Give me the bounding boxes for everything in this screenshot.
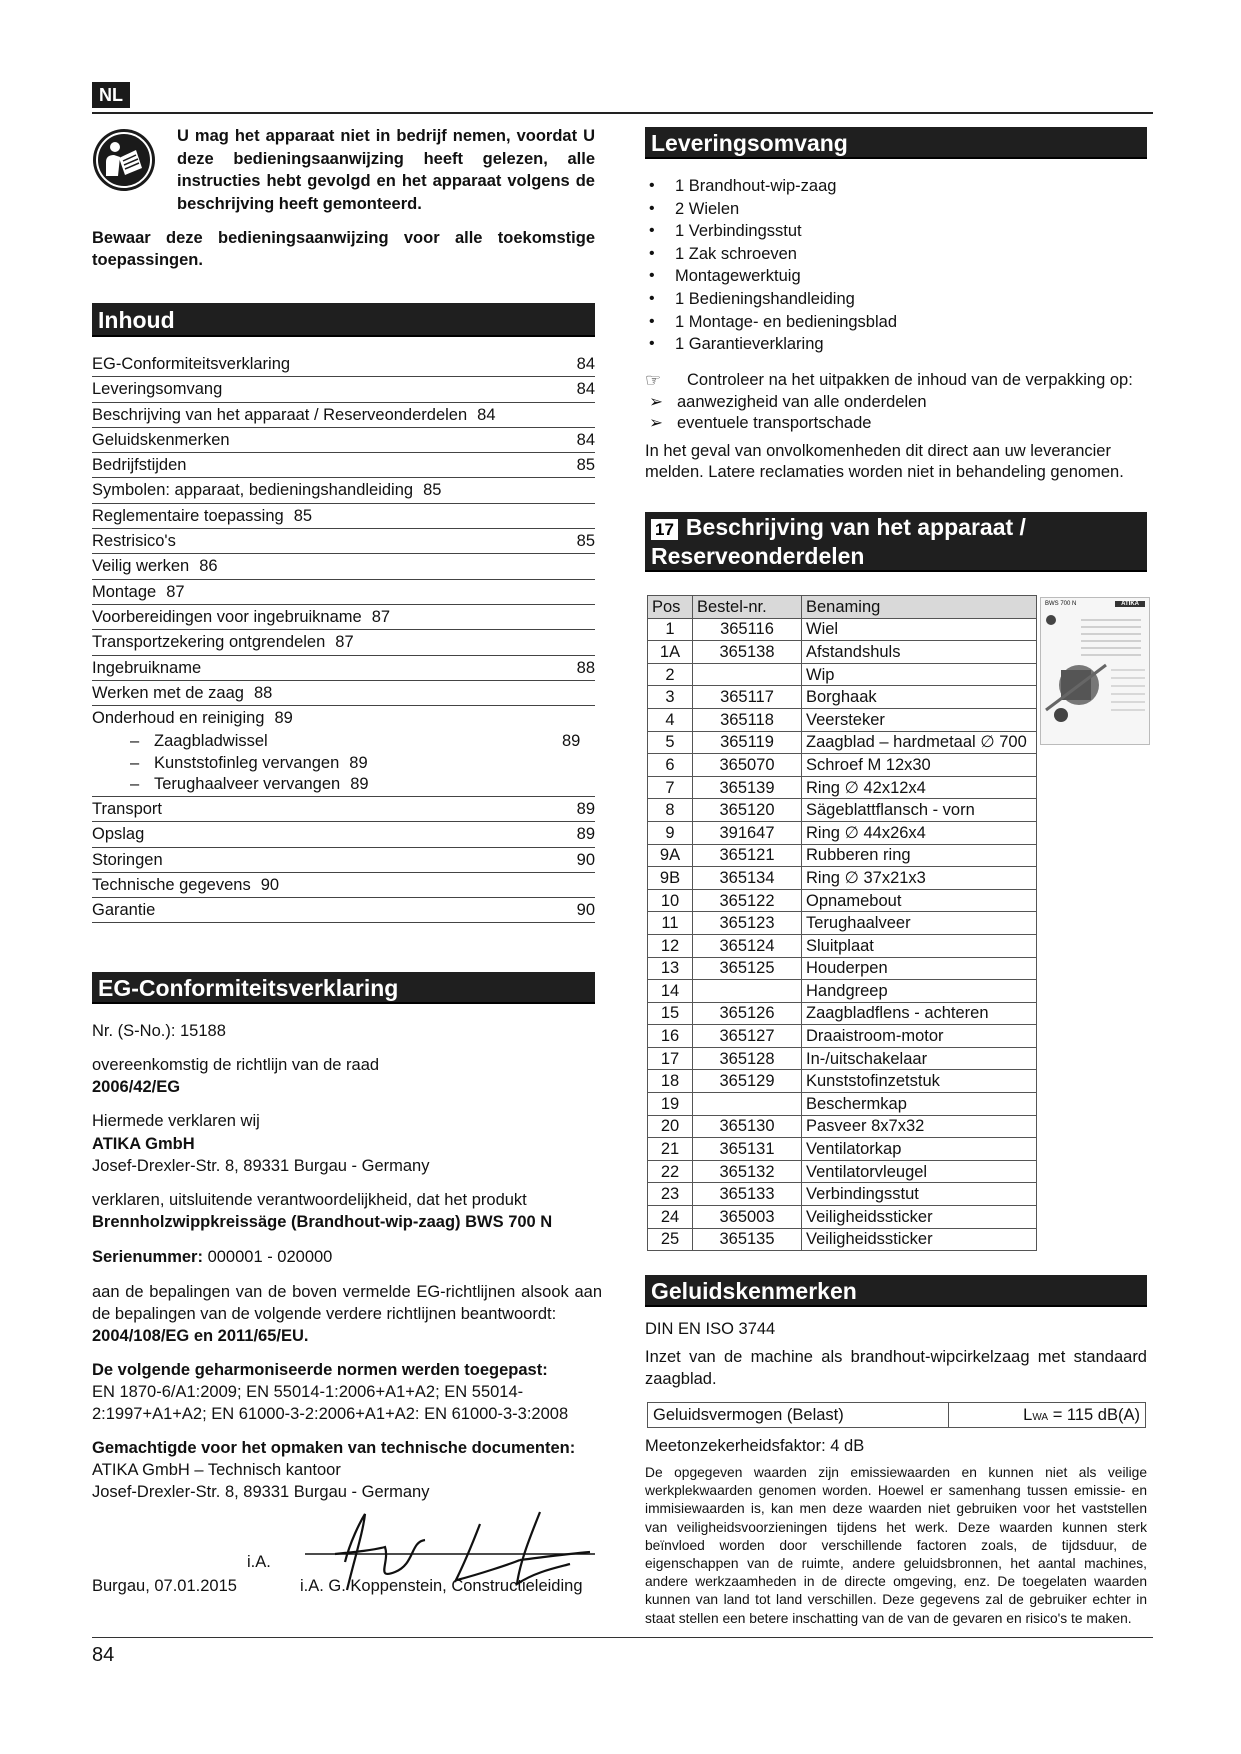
delivery-item: • 1 Verbindingsstut [645,220,1145,243]
signatory: i.A. G. Koppenstein, Constructieleiding [300,1577,583,1595]
table-row [648,1115,1037,1138]
toc-item-label: Veilig werken [92,557,190,576]
part-order-nr: 365138 [693,641,802,664]
toc-item[interactable] [92,681,595,706]
part-order-nr: 365125 [693,957,802,980]
part-order-nr: 365134 [693,867,802,890]
toc-item[interactable] [92,453,595,478]
table-row [648,1025,1037,1048]
toc-group-maintenance [92,706,595,797]
part-order-nr: 365130 [693,1115,802,1138]
toc-item[interactable] [92,822,595,847]
part-order-nr [693,663,802,686]
part-order-nr: 365128 [693,1047,802,1070]
toc-item-page: 88 [576,658,595,677]
part-pos: 8 [648,799,693,822]
toc-item-label: Opslag [92,825,145,844]
parts-title-line1: Beschrijving van het apparaat / [685,514,1026,540]
toc-item-label: Technische gegevens [92,875,251,894]
toc-item[interactable] [92,529,595,554]
part-order-nr: 365122 [693,889,802,912]
part-order-nr: 365126 [693,1002,802,1025]
eg-serial-value: 000001 - 020000 [207,1248,333,1266]
parts-title-line2: Reserveonderdelen [651,543,865,569]
delivery-item: • Montagewerktuig [645,265,1145,288]
table-row [648,1160,1037,1183]
part-pos: 16 [648,1025,693,1048]
table-row [648,1093,1037,1116]
noise-disclaimer: De opgegeven waarden zijn emissiewaarden en kunnen niet als veilige werkplekwaarden genomen worden. Hoewel er samenhang tussen emissie- en immisiewaarden is, kan men deze waarden niet gebruiken voor het vaststellen van veiligheidsvoorzieningen tijdens het werk. Deze waarden kunnen sterk beïnvloed worden door verschillende factoren zoals, de tijdsduur, de eigenschappen van de ruimte, andere geluidsbronnen, het aantal machines, andere werkzaamheden in de directe omgeving, enz. De toegelaten waarden kunnen van land tot land verschillen. Deze gegevens zal de gebruiker echter in staat stellen een betere inschatting van de van de gevaren en risico's te maken. [645,1465,1147,1626]
part-pos: 1 [648,618,693,641]
eg-serial [92,1246,602,1268]
check-text: Controleer na het uitpakken de inhoud van de verpakking op: [687,371,1133,389]
page-number: 84 [92,1644,115,1666]
part-name: Sägeblattflansch - vorn [802,799,1037,822]
part-pos: 6 [648,754,693,777]
eg-responsibility: verklaren, uitsluitende verantwoordelijkheid, dat het produkt [92,1191,527,1209]
toc-item[interactable] [92,797,595,822]
table-row [648,1047,1037,1070]
part-pos: 13 [648,957,693,980]
toc-subitem-page: 89 [562,732,581,751]
toc-item-page: 89 [274,709,293,728]
toc-subitem[interactable] [92,731,595,753]
eg-norms: EN 1870-6/A1:2009; EN 55014-1:2006+A1+A2; EN 55014-2:1997+A1+A2; EN 61000-3-2:2006+A1+A2: EN 61000-3-3:2008 [92,1383,569,1423]
part-name: Veersteker [802,708,1037,731]
figure-badge: 17 [651,519,678,540]
language-badge: NL [92,82,130,108]
part-pos: 1A [648,641,693,664]
noise-standard: DIN EN ISO 3744 [645,1320,776,1338]
toc-item[interactable] [92,898,595,923]
table-row [648,686,1037,709]
part-pos: 9A [648,844,693,867]
table-row [648,889,1037,912]
part-order-nr: 365123 [693,912,802,935]
part-pos: 18 [648,1070,693,1093]
table-row [648,754,1037,777]
parts-table [647,595,1037,1251]
delivery-notice: In het geval van onvolkomenheden dit direct aan uw leverancier melden. Latere reclamaties worden niet in behandeling genomen. [645,441,1124,481]
check-item: eventuele transportschade [677,414,872,432]
part-order-nr: 365129 [693,1070,802,1093]
eg-product: Brennholzwippkreissäge (Brandhout-wip-zaag) BWS 700 N [92,1213,553,1231]
part-pos: 4 [648,708,693,731]
delivery-item: • 1 Zak schroeven [645,243,1145,266]
part-name: Draaistroom-motor [802,1025,1037,1048]
read-manual-icon [92,128,156,192]
part-order-nr: 365133 [693,1183,802,1206]
toc-item-page: 85 [293,506,313,525]
thumb-brand: ATIKA [1115,601,1145,607]
eg-address: Josef-Drexler-Str. 8, 89331 Burgau - Germany [92,1157,430,1175]
toc-subitem-page: 89 [350,775,369,794]
part-order-nr [693,980,802,1003]
part-pos: 9B [648,867,693,890]
toc-item-page: 90 [576,850,595,869]
toc-item[interactable] [92,352,595,377]
part-name: Beschermkap [802,1093,1037,1116]
eg-serial-label: Serienummer: [92,1248,203,1266]
part-order-nr [693,1093,802,1116]
toc-item-label: Storingen [92,850,163,869]
part-pos: 19 [648,1093,693,1116]
header-order-nr: Bestel-nr. [693,596,802,619]
part-name: Wiel [802,618,1037,641]
noise-uncertainty: Meetonzekerheidsfaktor: 4 dB [645,1437,865,1455]
part-name: Zaagblad – hardmetaal ∅ 700 [802,731,1037,754]
part-name: Zaagbladflens - achteren [802,1002,1037,1025]
dash-icon: – [130,775,140,794]
toc-item[interactable] [92,873,595,898]
eg-norms-heading: De volgende geharmoniseerde normen werden toegepast: [92,1361,548,1379]
toc-item-label: Transportzekering ontgrendelen [92,633,326,652]
header-pos: Pos [648,596,693,619]
toc-item-label: Reglementaire toepassing [92,506,284,525]
part-order-nr: 365121 [693,844,802,867]
part-name: Ring ∅ 37x21x3 [802,867,1037,890]
part-name: Houderpen [802,957,1037,980]
toc-subitem-page: 89 [349,753,368,772]
keep-note: Bewaar deze bedieningsaanwijzing voor alle toekomstige toepassingen. [92,229,595,269]
delivery-item: • 2 Wielen [645,198,1145,221]
table-row [648,776,1037,799]
part-pos: 3 [648,686,693,709]
toc-subitem[interactable] [92,774,595,796]
noise-label: Geluidsvermogen (Belast) [648,1403,949,1428]
part-order-nr: 365117 [693,686,802,709]
toc-item[interactable] [92,580,595,605]
delivery-item: • 1 Garantieverklaring [645,333,1145,356]
part-order-nr: 365139 [693,776,802,799]
toc-item-label: Voorbereidingen voor ingebruikname [92,607,362,626]
part-pos: 22 [648,1160,693,1183]
part-order-nr: 365119 [693,731,802,754]
part-name: Rubberen ring [802,844,1037,867]
toc-item-label: Beschrijving van het apparaat / Reserveonderdelen [92,405,468,424]
toc-item[interactable] [92,630,595,655]
header-rule [92,112,1153,114]
eg-further-directives: 2004/108/EG en 2011/65/EU. [92,1327,309,1345]
table-row [648,980,1037,1003]
toc-item-page: 87 [335,633,354,652]
table-row [648,1138,1037,1161]
part-name: Pasveer 8x7x32 [802,1115,1037,1138]
part-pos: 7 [648,776,693,799]
toc-item-page: 84 [477,405,496,424]
part-name: Kunststofinzetstuk [802,1070,1037,1093]
delivery-item: • 1 Brandhout-wip-zaag [645,175,1145,198]
eg-title: EG-Conformiteitsverklaring [92,972,595,1004]
part-name: Borghaak [802,686,1037,709]
toc-item[interactable] [92,554,595,579]
part-name: Wip [802,663,1037,686]
eg-authorized-company: ATIKA GmbH – Technisch kantoor [92,1461,341,1479]
toc-subitem-label: Terughaalveer vervangen [154,775,341,794]
toc-item[interactable] [92,848,595,873]
table-row [648,934,1037,957]
eg-company: ATIKA GmbH [92,1135,195,1153]
footer-rule [92,1637,1153,1638]
part-order-nr: 391647 [693,821,802,844]
dash-icon: – [130,753,140,772]
toc-item-page: 88 [253,683,273,702]
toc-item[interactable] [92,403,595,428]
toc-item-label: Restrisico's [92,532,176,551]
toc-item-label: EG-Conformiteitsverklaring [92,355,291,373]
toc-item-page: 84 [576,380,595,399]
toc-item-label: Bedrijfstijden [92,456,187,475]
part-name: Opnamebout [802,889,1037,912]
toc-item-label: Ingebruikname [92,658,202,677]
part-name: Veiligheidssticker [802,1206,1037,1229]
part-order-nr: 365116 [693,618,802,641]
part-pos: 5 [648,731,693,754]
part-order-nr: 365120 [693,799,802,822]
part-name: Schroef M 12x30 [802,754,1037,777]
delivery-item: • 1 Montage- en bedieningsblad [645,311,1145,334]
part-order-nr: 365124 [693,934,802,957]
noise-value-prefix: L [1023,1405,1033,1424]
table-row [648,844,1037,867]
toc-subitem-label: Zaagbladwissel [154,732,268,751]
manual-thumbnail [1040,597,1150,745]
toc-item-page: 90 [576,901,595,920]
toc-title: Inhoud [92,303,595,337]
noise-value: = 115 dB(A) [1052,1405,1140,1424]
toc-item-label: Symbolen: apparaat, bedieningshandleiding [92,481,414,500]
part-pos: 9 [648,821,693,844]
toc-item-page: 90 [260,875,280,894]
dash-icon: – [130,732,140,751]
place-date: Burgau, 07.01.2015 [92,1577,237,1595]
part-pos: 11 [648,912,693,935]
part-order-nr: 365127 [693,1025,802,1048]
toc-item-label: Leveringsomvang [92,380,223,399]
noise-usage: Inzet van de machine als brandhout-wipcirkelzaag met standaard zaagblad. [645,1348,1147,1388]
pointing-hand-icon: ☞ [645,370,662,390]
toc-item[interactable] [92,605,595,630]
table-row [648,1206,1037,1229]
part-name: In-/uitschakelaar [802,1047,1037,1070]
toc-subitem-label: Kunststofinleg vervangen [154,753,340,772]
table-row [648,821,1037,844]
part-order-nr: 365118 [693,708,802,731]
part-pos: 10 [648,889,693,912]
toc-item-label: Montage [92,582,157,601]
toc-item-label: Transport [92,799,162,818]
part-order-nr: 365132 [693,1160,802,1183]
toc-item-page: 89 [576,799,595,818]
part-name: Verbindingsstut [802,1183,1037,1206]
part-name: Afstandshuls [802,641,1037,664]
machine-sketch-icon [1041,610,1149,740]
part-pos: 17 [648,1047,693,1070]
table-of-contents [92,352,595,923]
part-name: Handgreep [802,980,1037,1003]
table-row [648,1070,1037,1093]
eg-conform: overeenkomstig de richtlijn van de raad [92,1056,380,1074]
toc-item-label: Garantie [92,901,156,920]
toc-item-page: 85 [576,532,595,551]
part-name: Terughaalveer [802,912,1037,935]
toc-item[interactable] [92,478,595,503]
noise-value-sub: WA [1032,1411,1049,1423]
parts-header-row [648,596,1037,619]
table-row [648,641,1037,664]
toc-item[interactable] [92,428,595,453]
toc-item-page: 85 [423,481,442,500]
toc-item[interactable] [92,656,595,681]
part-name: Ring ∅ 44x26x4 [802,821,1037,844]
part-name: Ventilatorvleugel [802,1160,1037,1183]
delivery-list [645,175,1145,356]
eg-compliance: aan de bepalingen van de boven vermelde EG-richtlijnen alsook aan de bepalingen van de volgende verdere richtlijnen beantwoordt: [92,1283,602,1323]
table-row [648,957,1037,980]
part-order-nr: 365070 [693,754,802,777]
delivery-title: Leveringsomvang [645,127,1147,159]
part-pos: 12 [648,934,693,957]
thumb-model: BWS 700 N [1045,601,1077,607]
noise-row [648,1403,1146,1428]
eg-directive: 2006/42/EG [92,1078,181,1096]
part-name: Ring ∅ 42x12x4 [802,776,1037,799]
arrow-icon: ➢ [649,414,663,432]
delivery-check [645,370,1150,484]
toc-item-page: 84 [576,430,595,449]
part-name: Sluitplaat [802,934,1037,957]
noise-table [647,1402,1146,1428]
part-pos: 2 [648,663,693,686]
part-order-nr: 365135 [693,1228,802,1251]
header-name: Benaming [802,596,1037,619]
toc-item-label: Geluidskenmerken [92,430,230,449]
table-row [648,618,1037,641]
part-pos: 24 [648,1206,693,1229]
arrow-icon: ➢ [649,392,663,411]
toc-item[interactable] [92,504,595,529]
part-order-nr: 365131 [693,1138,802,1161]
table-row [648,708,1037,731]
eg-declare: Hiermede verklaren wij [92,1112,260,1130]
eg-authorized-address: Josef-Drexler-Str. 8, 89331 Burgau - Germany [92,1483,430,1501]
noise-value-cell [949,1403,1146,1428]
part-pos: 14 [648,980,693,1003]
part-pos: 20 [648,1115,693,1138]
part-pos: 21 [648,1138,693,1161]
delivery-item: • 1 Bedieningshandleiding [645,288,1145,311]
table-row [648,1183,1037,1206]
toc-item[interactable] [92,706,595,731]
table-row [648,731,1037,754]
table-row [648,1228,1037,1251]
table-row [648,663,1037,686]
toc-item-page: 86 [199,557,218,576]
eg-nr: Nr. (S-No.): 15188 [92,1022,226,1040]
signature-ia: i.A. [247,1553,271,1571]
table-row [648,912,1037,935]
toc-item-label: Onderhoud en reiniging [92,709,265,728]
parts-title [645,512,1147,572]
eg-authorized-heading: Gemachtigde voor het opmaken van technische documenten: [92,1439,576,1457]
part-pos: 25 [648,1228,693,1251]
part-pos: 23 [648,1183,693,1206]
part-name: Ventilatorkap [802,1138,1037,1161]
part-pos: 15 [648,1002,693,1025]
intro-warning: U mag het apparaat niet in bedrijf nemen, voordat U deze bedieningsaanwijzing heeft gelezen, alle instructies hebt gevolgd en het apparaat volgens de beschrijving heeft gemonteerd. [177,127,595,213]
table-row [648,1002,1037,1025]
toc-item-label: Werken met de zaag [92,683,244,702]
part-order-nr: 365003 [693,1206,802,1229]
toc-item-page: 84 [576,355,595,373]
check-item: aanwezigheid van alle onderdelen [677,392,927,411]
noise-title: Geluidskenmerken [645,1275,1147,1307]
part-name: Veiligheidssticker [802,1228,1037,1251]
table-row [648,867,1037,890]
toc-subitem[interactable] [92,753,595,775]
table-row [648,799,1037,822]
toc-item-page: 85 [576,456,595,475]
toc-item-page: 87 [371,607,391,626]
toc-item-page: 87 [166,582,185,601]
toc-item-page: 89 [576,825,595,844]
toc-item[interactable] [92,377,595,402]
